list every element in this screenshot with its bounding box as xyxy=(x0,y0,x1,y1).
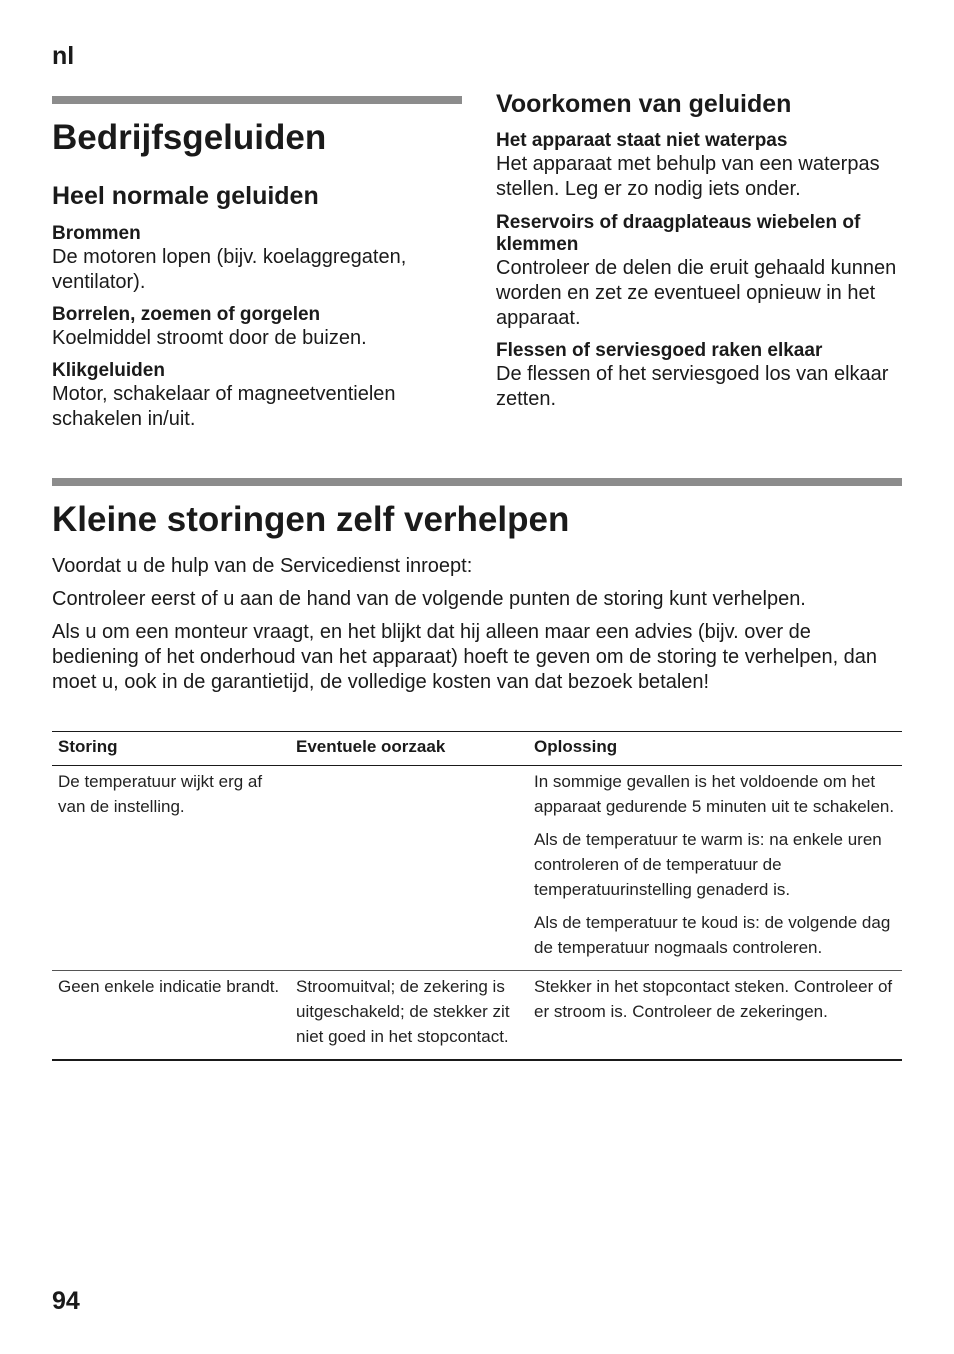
column-header-oplossing: Oplossing xyxy=(528,732,902,766)
cell-oorzaak: Stroomuitval; de zekering is uitgeschakeld; de stekker zit niet goed in het stopcontact. xyxy=(290,971,528,1061)
table-header-row xyxy=(52,732,902,766)
section-storingen xyxy=(52,478,902,695)
noise-item-text: De motoren lopen (bijv. koelaggregaten, ventilator). xyxy=(52,246,407,293)
table-row xyxy=(52,766,902,971)
intro-paragraph: Voordat u de hulp van de Servicedienst inroept: xyxy=(52,555,473,577)
prevent-item-title: Flessen of serviesgoed raken elkaar xyxy=(496,340,823,361)
noise-item xyxy=(52,360,462,432)
noise-item xyxy=(52,304,462,351)
cell-oorzaak xyxy=(290,766,528,971)
prevent-item xyxy=(496,340,906,412)
cell-storing: Geen enkele indicatie brandt. xyxy=(52,971,290,1061)
prevent-item-text: Controleer de delen die eruit gehaald kunnen worden en zet ze eventueel opnieuw in het apparaat. xyxy=(496,257,897,329)
subsection-heading-prevent: Voorkomen van geluiden xyxy=(496,90,792,118)
language-label: nl xyxy=(52,42,75,70)
noise-item-text: Motor, schakelaar of magneetventielen schakelen in/uit. xyxy=(52,383,396,430)
intro-paragraph: Controleer eerst of u aan de hand van de volgende punten de storing kunt verhelpen. xyxy=(52,588,806,610)
prevent-item xyxy=(496,130,906,202)
noise-item-title: Klikgeluiden xyxy=(52,360,165,381)
section-title: Bedrijfsgeluiden xyxy=(52,118,327,157)
prevent-item-title: Reservoirs of draagplateaus wiebelen of klemmen xyxy=(496,212,861,255)
intro-paragraph: Als u om een monteur vraagt, en het blijkt dat hij alleen maar een advies (bijv. over de bediening of het onderhoud van het apparaat) hoeft te geven om de storing te verhelpen, dan moet u, ook in de garantietijd, de volledige kosten van dat bezoek betalen! xyxy=(52,621,878,693)
cell-oplossing xyxy=(528,971,902,1061)
solution-text: Stekker in het stopcontact steken. Controleer of er stroom is. Controleer de zekeringen. xyxy=(534,977,893,1021)
subsection-heading-normal: Heel normale geluiden xyxy=(52,182,319,210)
solution-text: In sommige gevallen is het voldoende om het apparaat gedurende 5 minuten uit te schakelen. xyxy=(534,772,895,816)
cell-storing: De temperatuur wijkt erg af van de instelling. xyxy=(52,766,290,971)
troubleshooting-table xyxy=(52,731,902,1061)
prevent-item-title: Het apparaat staat niet waterpas xyxy=(496,130,788,151)
noise-item-text: Koelmiddel stroomt door de buizen. xyxy=(52,327,367,349)
section-rule xyxy=(52,478,902,486)
page-number: 94 xyxy=(52,1287,80,1315)
column-header-storing: Storing xyxy=(52,732,290,766)
solution-text: Als de temperatuur te warm is: na enkele uren controleren of de temperatuur de temperatuurinstelling genaderd is. xyxy=(534,830,882,899)
noise-item-title: Brommen xyxy=(52,223,141,244)
prevent-item xyxy=(496,212,906,331)
noise-item xyxy=(52,223,462,295)
section-bedrijfsgeluiden xyxy=(52,96,462,432)
section-voorkomen xyxy=(496,89,906,412)
section-title: Kleine storingen zelf verhelpen xyxy=(52,500,570,539)
table-row xyxy=(52,971,902,1061)
solution-text: Als de temperatuur te koud is: de volgende dag de temperatuur nogmaals controleren. xyxy=(534,913,891,957)
column-header-oorzaak: Eventuele oorzaak xyxy=(290,732,528,766)
noise-item-title: Borrelen, zoemen of gorgelen xyxy=(52,304,321,325)
prevent-item-text: Het apparaat met behulp van een waterpas stellen. Leg er zo nodig iets onder. xyxy=(496,153,880,200)
section-rule xyxy=(52,96,462,104)
cell-oplossing xyxy=(528,766,902,971)
prevent-item-text: De flessen of het serviesgoed los van elkaar zetten. xyxy=(496,363,889,410)
